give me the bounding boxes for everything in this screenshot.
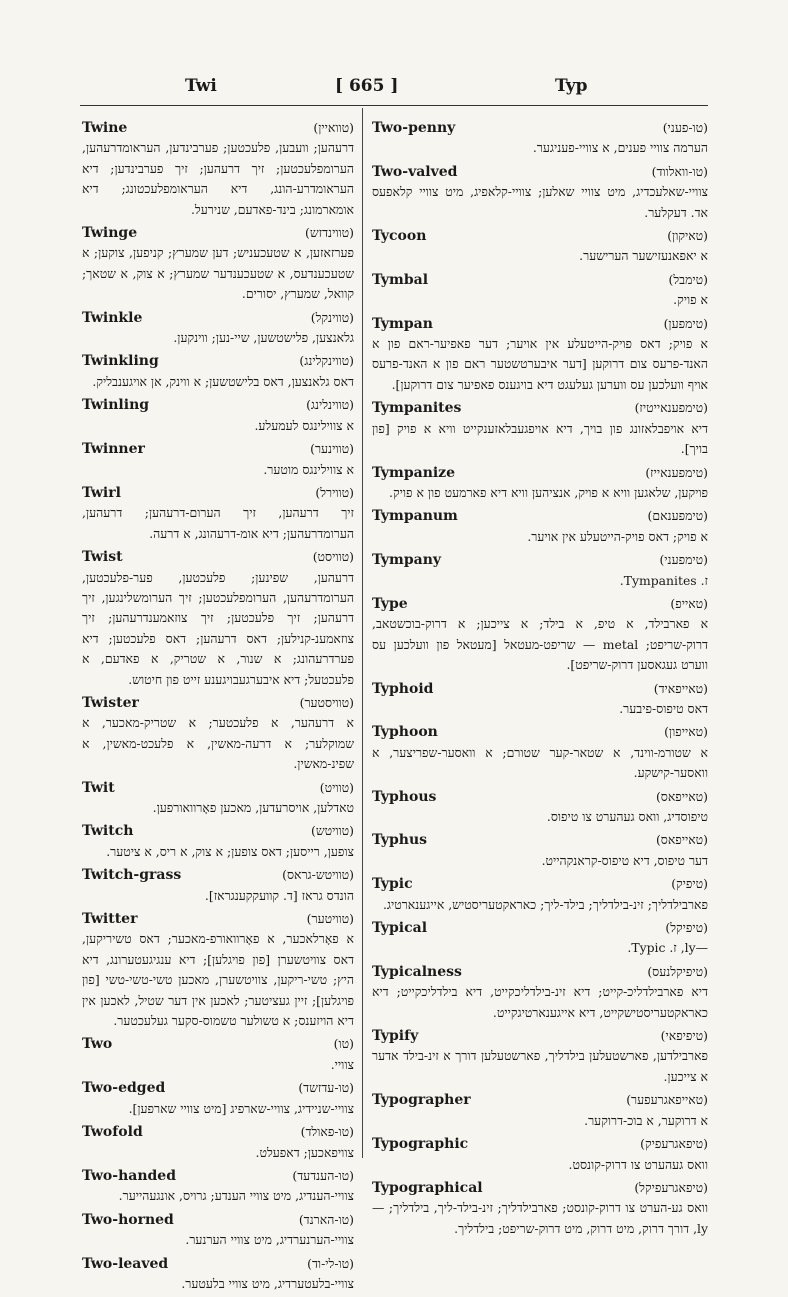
entry-head bbox=[372, 722, 708, 742]
dictionary-entry bbox=[372, 962, 708, 1023]
entry-headword: Twinge bbox=[82, 225, 138, 242]
entry-pronunciation: (טווינער) bbox=[310, 441, 354, 457]
entry-head bbox=[82, 223, 354, 243]
dictionary-entry bbox=[82, 778, 354, 819]
dictionary-entry bbox=[82, 865, 354, 906]
entry-pronunciation: (טיפיק) bbox=[671, 876, 708, 892]
entry-pronunciation: (טוויט) bbox=[319, 779, 354, 795]
entry-head bbox=[82, 351, 354, 371]
entry-pronunciation: (טווירל) bbox=[315, 484, 354, 500]
dictionary-entry bbox=[82, 909, 354, 1031]
dictionary-entry bbox=[82, 1122, 354, 1163]
entry-definition: דרעהען, שפינען; פלעכטען, פער-פלעכטען, הערומדרעהען, הערומפלעכטען; זיך הערומשלינגען, זיך דרעהען; זיך פלעכטען; זיך צוזאמענדרעהען; זיך צוזאמענ-קנילען; דאס דרעהען; דאס פלעכטען; דיא פערדרעהונג; א שנור, א שטריק, א פאדעם, א פלעכטעל; דיא איבערגעבויגענע זייט פון חיטוש. bbox=[82, 569, 354, 687]
entry-pronunciation: (טווינקל) bbox=[310, 309, 354, 325]
dictionary-entry bbox=[82, 439, 354, 480]
entry-head bbox=[82, 821, 354, 841]
entry-pronunciation: (טאייפ) bbox=[670, 595, 708, 611]
entry-pronunciation: (טו) bbox=[333, 1036, 354, 1052]
entry-definition: וואס גע-הערט צו דרוק-קונסט; פארבילדליך; זינ-בילד-ליך, בילדליך; —ly, דורך דרוק, מיט דרוק, מיט דרוק-שריפט; בילדליך. bbox=[372, 1200, 708, 1236]
entry-headword: Typographer bbox=[372, 1092, 471, 1109]
entry-definition: זיך דרעהען, זיך הערום-דרעהען; דרעהען, הערומדרעהען; דיא אומ-דרעהונג, א דרעה. bbox=[82, 505, 354, 541]
entry-head bbox=[372, 679, 708, 699]
entry-head bbox=[82, 118, 354, 138]
entry-headword: Twitch-grass bbox=[82, 867, 182, 884]
entry-head bbox=[82, 308, 354, 328]
entry-pronunciation: (טו-הענדעד) bbox=[292, 1167, 354, 1183]
dictionary-entry bbox=[372, 594, 708, 676]
entry-head bbox=[82, 547, 354, 567]
entry-pronunciation: (טימפענאייז) bbox=[645, 464, 708, 480]
entry-head bbox=[372, 874, 708, 894]
dictionary-entry bbox=[372, 1026, 708, 1087]
entry-head bbox=[82, 439, 354, 459]
entry-definition: א יאפאנעזישער הערישער. bbox=[579, 248, 708, 264]
entry-headword: Two-penny bbox=[372, 120, 456, 136]
entry-definition: צוויי. bbox=[330, 1056, 354, 1072]
entry-pronunciation: (טימפען) bbox=[663, 315, 708, 331]
header-right-guide-word: Typ bbox=[555, 76, 588, 96]
dictionary-entry bbox=[372, 830, 708, 871]
entry-pronunciation: (טו-עדזשד) bbox=[298, 1080, 354, 1096]
entry-head bbox=[82, 1034, 354, 1054]
dictionary-entry bbox=[82, 1034, 354, 1075]
entry-definition: דאס גלאנצען, דאס בלישטשען; א ווינק, אן אויגענבליק. bbox=[92, 373, 354, 389]
entry-pronunciation: (טיפיפאי) bbox=[660, 1028, 708, 1044]
entry-headword: Tympanum bbox=[372, 508, 458, 525]
dictionary-entry bbox=[372, 162, 708, 223]
entry-headword: Typicalness bbox=[372, 963, 462, 980]
entry-head bbox=[372, 918, 708, 938]
entry-head bbox=[372, 270, 708, 290]
entry-pronunciation: (טיפאגרעפיק) bbox=[640, 1136, 708, 1152]
entry-headword: Type bbox=[372, 595, 408, 612]
entry-head bbox=[372, 118, 708, 138]
entry-pronunciation: (טווינקלינג) bbox=[299, 353, 354, 369]
entry-definition: א צווילינגס מוטער. bbox=[263, 461, 354, 477]
dictionary-entry bbox=[82, 1254, 354, 1295]
entry-definition: פויקען, שלאגען וויא א פויק, אנציהען וויא דיא פארמעט פון א פויק. bbox=[389, 484, 708, 500]
entry-pronunciation: (טוויסטער) bbox=[299, 694, 354, 710]
dictionary-entry bbox=[82, 351, 354, 392]
entry-definition: דיא פארבילדליכ-קייט; דיא זינ-בילדליכקייט, דיא בילדליכקייט; דיא כאראקטעריסטישקייט, דיא אייגענארטיגקייט. bbox=[372, 984, 708, 1020]
entry-definition: א פויק; דאס פויק-הייטעלע אין אויער. bbox=[527, 528, 708, 544]
entry-pronunciation: (טו-וואלווד) bbox=[651, 163, 708, 179]
entry-pronunciation: (טוויסט) bbox=[312, 549, 354, 565]
entry-definition: גלאנצען, פלישטשען, שיי-נען; ווינקען. bbox=[173, 330, 354, 346]
entry-definition: טיפוסדיג, וואס געהערט צו טיפוס. bbox=[546, 809, 708, 824]
entry-headword: Twinling bbox=[82, 397, 150, 414]
entry-definition: א דרוקער, א בוכ-דרוקער. bbox=[584, 1112, 708, 1128]
entry-definition: דרעהען; וועבען, פלעכטען; פערבינדען, העראומדרעהען, הערומפלעכטען; זיך דרעהען; זיך פערבינדען; דיא העראומדרע-הונג, דיא העראומפלעכטונג; דיא אומארמונג; בינד-פאדעם, שנירעל. bbox=[82, 140, 354, 217]
entry-headword: Twirl bbox=[82, 484, 121, 501]
entry-pronunciation: (טיפאגרעפיקל) bbox=[634, 1179, 708, 1195]
entry-headword: Two-edged bbox=[82, 1080, 166, 1097]
entry-definition: הערמה צוויי פענים, א צוויי-פעניגער. bbox=[532, 140, 708, 156]
dictionary-entry bbox=[82, 118, 354, 220]
entry-pronunciation: (טוואיין) bbox=[313, 120, 354, 135]
entry-headword: Typical bbox=[372, 920, 428, 937]
entry-pronunciation: (טו-לי-וד) bbox=[307, 1255, 354, 1271]
entry-headword: Tympany bbox=[372, 552, 442, 569]
entry-definition: צופען, רייסען; דאס צופען; א צוק, א ריס, א ציטער. bbox=[106, 843, 354, 859]
entry-headword: Tymbal bbox=[372, 271, 429, 288]
entry-headword: Twofold bbox=[82, 1124, 143, 1141]
entry-head bbox=[82, 693, 354, 713]
header-rule bbox=[80, 105, 708, 106]
entry-pronunciation: (טוויטש) bbox=[311, 823, 354, 839]
entry-pronunciation: (טוויטש-גראס) bbox=[282, 867, 354, 883]
entry-pronunciation: (טו-פעני) bbox=[662, 120, 708, 135]
entry-headword: Twitch bbox=[82, 823, 134, 840]
entry-head bbox=[82, 865, 354, 885]
entry-pronunciation: (טאיקון) bbox=[667, 228, 708, 244]
entry-head bbox=[372, 787, 708, 807]
entry-headword: Typic bbox=[372, 876, 413, 893]
entry-headword: Typhoid bbox=[372, 680, 434, 697]
entry-head bbox=[372, 506, 708, 526]
entry-headword: Twist bbox=[82, 549, 123, 566]
entry-pronunciation: (טימבל) bbox=[668, 271, 708, 287]
entry-headword: Two-handed bbox=[82, 1167, 176, 1184]
dictionary-entry bbox=[372, 550, 708, 591]
dictionary-entry bbox=[372, 314, 708, 396]
entry-head bbox=[82, 909, 354, 929]
dictionary-entry bbox=[372, 118, 708, 159]
entry-definition: צוויי-שאלעכדיג, מיט צוויי שאלען; צוויי-קלאפיג, מיט צוויי קלאפעס אד. דעקלער. bbox=[372, 184, 708, 220]
entry-headword: Twinkling bbox=[82, 353, 159, 370]
entry-pronunciation: (טאייפאיד) bbox=[653, 680, 708, 696]
entry-pronunciation: (טו-פאולד) bbox=[300, 1124, 354, 1140]
entry-pronunciation: (טאייפון) bbox=[664, 724, 708, 740]
entry-head bbox=[82, 778, 354, 798]
entry-pronunciation: (טווינלינג) bbox=[306, 397, 354, 413]
dictionary-entry bbox=[82, 395, 354, 436]
entry-head bbox=[372, 1178, 708, 1198]
entry-headword: Tympanize bbox=[372, 464, 456, 481]
entry-pronunciation: (טימפענאם) bbox=[647, 508, 708, 524]
entry-head bbox=[372, 226, 708, 246]
entry-definition: הונדס גראז [ד. קוועקקענגראז]. bbox=[204, 887, 354, 903]
dictionary-entry bbox=[82, 1166, 354, 1207]
entry-headword: Twinner bbox=[82, 441, 145, 458]
entry-headword: Typhus bbox=[372, 832, 428, 849]
dictionary-entry bbox=[82, 547, 354, 690]
dictionary-entry bbox=[82, 483, 354, 544]
dictionary-entry bbox=[82, 223, 354, 305]
entry-definition: טאדלען, אויסרעדען, מאכען פאָרוואורפען. bbox=[152, 800, 354, 815]
entry-definition: צוויי-הענדיג, מיט צוויי הענדע; גרויס, אונגעהייער. bbox=[118, 1188, 354, 1204]
entry-headword: Typhoon bbox=[372, 724, 438, 741]
entry-headword: Typify bbox=[372, 1028, 419, 1045]
entry-head bbox=[82, 395, 354, 415]
dictionary-entry bbox=[82, 1078, 354, 1119]
column-divider bbox=[362, 108, 363, 1158]
entry-pronunciation: (טימפעני) bbox=[659, 552, 708, 568]
dictionary-entry bbox=[372, 463, 708, 504]
right-column bbox=[372, 118, 708, 1242]
entry-headword: Typographic bbox=[372, 1136, 469, 1153]
entry-pronunciation: (טימפענאייטיז) bbox=[634, 400, 708, 416]
entry-definition: דיא אויפבלאזונג פון בויך, דיא אויפגעבלאזענקייט וויא א פויק [פון בויך]. bbox=[372, 420, 708, 457]
entry-head bbox=[372, 962, 708, 982]
entry-definition: א שטורמ-ווינד, א שטאר-קער שטורם; א וואסער-שפריצער, א וואסער-קישקע. bbox=[372, 744, 708, 781]
entry-definition: ז. Tympanites. bbox=[619, 572, 708, 588]
entry-pronunciation: (טאייפאס) bbox=[655, 832, 708, 848]
entry-pronunciation: (טאייפאס) bbox=[655, 788, 708, 804]
entry-definition: פארבילדען, פארשטעלען בילדליך, פארשטעלען דורך א זינ-בילד אדער א צייכען. bbox=[372, 1048, 708, 1084]
entry-headword: Twinkle bbox=[82, 309, 143, 326]
entry-head bbox=[372, 594, 708, 614]
entry-definition: פארבילדליך; זינ-בילדליך; בילד-ליך; כאראקטעריסטיש, אייגענארטיג. bbox=[382, 896, 708, 912]
entry-pronunciation: (טאייפאגרעפער) bbox=[626, 1092, 708, 1108]
entry-head bbox=[82, 1166, 354, 1186]
entry-headword: Tympan bbox=[372, 315, 433, 332]
entry-definition: וואס געהערט צו דרוק-קונסט. bbox=[568, 1156, 708, 1172]
entry-head bbox=[82, 483, 354, 503]
entry-headword: Twister bbox=[82, 694, 139, 711]
entry-definition: א דרעהער, א פלעכטער; א שטריק-מאכער, א שמוקלער; א דרעה-מאשין, א פלעכט-מאשין, א שפינ-מאשין. bbox=[82, 715, 354, 772]
entry-definition: —ly, ז. Typic. bbox=[627, 940, 708, 956]
entry-head bbox=[372, 1026, 708, 1046]
dictionary-entry bbox=[372, 398, 708, 459]
entry-definition: פערזאזען, א שטעכעניש; דען שמערץ; קניפען, צוקען; א שטעכענדעס, א שטעכענדער שמערץ; א צוק, א שטאך; קוואל, שמערץ, יסורים. bbox=[82, 245, 354, 302]
left-column bbox=[82, 118, 354, 1297]
dictionary-entry bbox=[82, 693, 354, 775]
entry-headword: Twitter bbox=[82, 911, 138, 928]
entry-headword: Two-horned bbox=[82, 1211, 174, 1228]
entry-definition: צוויי-בלעטערדיג, מיט צוויי בלעטער. bbox=[181, 1275, 354, 1291]
entry-head bbox=[82, 1122, 354, 1142]
dictionary-entry bbox=[372, 918, 708, 959]
dictionary-entry bbox=[82, 308, 354, 349]
entry-pronunciation: (טו-הארנד) bbox=[298, 1211, 354, 1227]
entry-headword: Typhous bbox=[372, 788, 437, 805]
entry-definition: צוויי-הערנערדיג, מיט צוויי הערנער. bbox=[185, 1232, 354, 1248]
entry-head bbox=[82, 1210, 354, 1230]
entry-head bbox=[82, 1078, 354, 1098]
entry-headword: Twit bbox=[82, 779, 115, 796]
entry-definition: א פאָרלאכער, א פאָרוואורפ-מאכער; דאס טשיריקען, דאס צוויטשערן [פון פויגלען]; דיא ענגיגעטערונג, דיא היץ; טשי-ריקען, צוויטשערן, מאכען טשי-טשי-טשי [פון פויגלען]; זיין געציטער; לאכען אין דער שטיל, לאכען אין דיא הויזענס; א טשולער טשמוס-סקער געלעכטער. bbox=[82, 931, 354, 1029]
entry-head bbox=[372, 463, 708, 483]
dictionary-entry bbox=[372, 679, 708, 720]
entry-headword: Typographical bbox=[372, 1179, 483, 1196]
dictionary-entry bbox=[372, 226, 708, 267]
entry-pronunciation: (טיפיקלנעס) bbox=[647, 963, 708, 979]
dictionary-entry bbox=[372, 722, 708, 783]
entry-head bbox=[372, 398, 708, 418]
entry-headword: Two bbox=[82, 1036, 113, 1053]
entry-head bbox=[372, 830, 708, 850]
dictionary-entry bbox=[372, 270, 708, 311]
dictionary-entry bbox=[372, 874, 708, 915]
entry-headword: Tympanites bbox=[372, 400, 462, 417]
entry-definition: דאס טיפוס-פיבער. bbox=[619, 700, 708, 716]
dictionary-entry bbox=[82, 821, 354, 862]
entry-head bbox=[372, 1134, 708, 1154]
entry-head bbox=[372, 162, 708, 182]
entry-headword: Twine bbox=[82, 120, 128, 136]
entry-headword: Two-leaved bbox=[82, 1255, 169, 1272]
entry-head bbox=[372, 1090, 708, 1110]
page-number: [ 665 ] bbox=[335, 76, 399, 96]
entry-definition: א פויק; דאס פויק-הייטעלע אין אויער; דער פאפיער-ראם פון א האנד-פרעס צום דרוקען [דער איבערטשטער ראם פון א האנד-פרעס אויף וועלכען עס ווערען געלעגט דיא בויגענס פאפיער צום דרוקען]. bbox=[372, 336, 708, 392]
dictionary-entry bbox=[372, 787, 708, 828]
entry-definition: א צווילינגס לעמעלע. bbox=[254, 417, 354, 433]
page-header bbox=[0, 76, 788, 106]
entry-definition: א פארבילד, א טיפ, א בילד; א צייכען; א דרוק-בוכשטאב, דרוק-שריפט; metal — שריפט-מעטאל [מעטאל פון וועלכען עס ווערט געגאסען דרוק-שריפט]. bbox=[372, 616, 708, 673]
entry-pronunciation: (טוויטער) bbox=[306, 911, 354, 927]
entry-head bbox=[82, 1254, 354, 1274]
entry-head bbox=[372, 314, 708, 334]
entry-pronunciation: (טווינדזש) bbox=[305, 225, 354, 241]
entry-pronunciation: (טיפיקל) bbox=[665, 920, 708, 936]
entry-head bbox=[372, 550, 708, 570]
entry-definition: צוויי-שניידיג, צוויי-שארפיג [מיט צוויי שארפען]. bbox=[128, 1100, 354, 1116]
entry-headword: Two-valved bbox=[372, 163, 458, 180]
entry-definition: צוויפאכען; דאפעלט. bbox=[255, 1144, 354, 1160]
dictionary-entry bbox=[82, 1210, 354, 1251]
entry-definition: דער טיפוס, דיא טיפוס-קראנקהייט. bbox=[541, 852, 708, 868]
entry-headword: Tycoon bbox=[372, 228, 427, 245]
header-left-guide-word: Twi bbox=[185, 76, 217, 96]
dictionary-entry bbox=[372, 506, 708, 547]
dictionary-entry bbox=[372, 1134, 708, 1175]
dictionary-entry bbox=[372, 1090, 708, 1131]
entry-definition: א פויק. bbox=[673, 292, 708, 308]
